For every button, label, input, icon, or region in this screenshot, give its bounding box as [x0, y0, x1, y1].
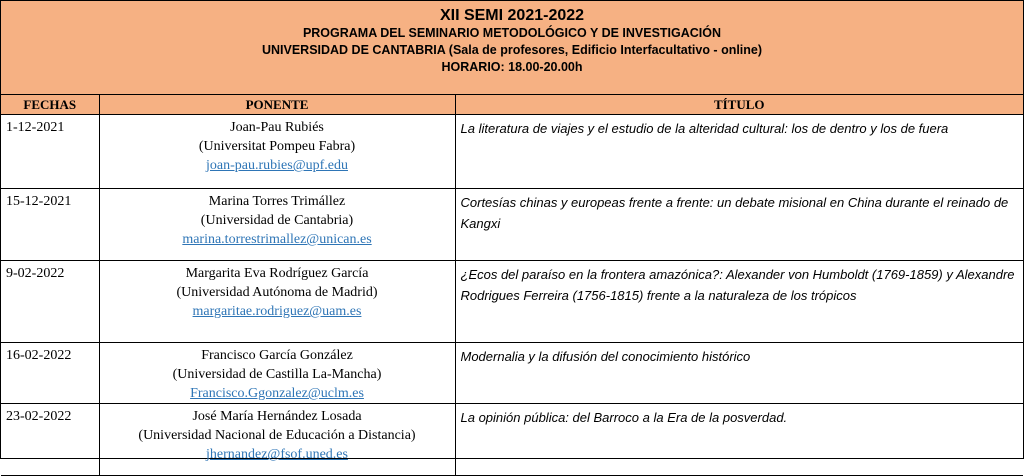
speaker-affiliation: (Universitat Pompeu Fabra)	[198, 139, 356, 154]
column-header-speaker: PONENTE	[99, 95, 455, 115]
speaker-name: Joan-Pau Rubiés	[230, 120, 324, 135]
speaker-name: Margarita Eva Rodríguez García	[185, 266, 369, 281]
session-date: 1-12-2021	[1, 115, 99, 189]
session-speaker	[99, 261, 455, 343]
table-header-row	[1, 95, 1023, 115]
session-title: ¿Ecos del paraíso en la frontera amazónica?: Alexander von Humboldt (1769-1859) y Alexandre Rodrigues Ferreira (1756-1815) frente a la naturaleza de los trópicos	[455, 261, 1023, 343]
speaker-email-link[interactable]: marina.torrestrimallez@unican.es	[182, 232, 372, 247]
table-row	[1, 343, 1023, 404]
session-date: 15-12-2021	[1, 189, 99, 261]
program-venue: UNIVERSIDAD DE CANTABRIA (Sala de profesores, Edificio Interfacultativo - online)	[261, 43, 763, 57]
session-speaker	[99, 343, 455, 404]
program-header	[1, 1, 1023, 95]
session-title: La literatura de viajes y el estudio de la alteridad cultural: los de dentro y los de fuera	[455, 115, 1023, 189]
table-row	[1, 189, 1023, 261]
speaker-affiliation: (Universidad Autónoma de Madrid)	[176, 285, 378, 300]
program-table	[1, 95, 1023, 476]
session-date: 9-02-2022	[1, 261, 99, 343]
session-speaker	[99, 189, 455, 261]
speaker-email-link[interactable]: jhernandez@fsof.uned.es	[206, 447, 348, 462]
speaker-email-link[interactable]: joan-pau.rubies@upf.edu	[206, 158, 348, 173]
table-row	[1, 115, 1023, 189]
speaker-affiliation: (Universidad de Castilla La-Mancha)	[172, 367, 382, 382]
program-title: XII SEMI 2021-2022	[439, 7, 585, 24]
session-speaker	[99, 404, 455, 476]
speaker-email-link[interactable]: Francisco.Ggonzalez@uclm.es	[190, 386, 364, 401]
table-row	[1, 261, 1023, 343]
speaker-affiliation: (Universidad de Cantabria)	[200, 213, 354, 228]
session-title: Cortesías chinas y europeas frente a frente: un debate misional en China durante el reinado de Kangxi	[455, 189, 1023, 261]
session-title: Modernalia y la difusión del conocimiento histórico	[455, 343, 1023, 404]
table-row	[1, 404, 1023, 476]
speaker-name: Francisco García González	[201, 348, 353, 363]
speaker-email-link[interactable]: margaritae.rodriguez@uam.es	[192, 304, 362, 319]
session-date: 16-02-2022	[1, 343, 99, 404]
speaker-name: José María Hernández Losada	[192, 409, 362, 424]
program-subtitle: PROGRAMA DEL SEMINARIO METODOLÓGICO Y DE INVESTIGACIÓN	[302, 26, 722, 40]
session-date: 23-02-2022	[1, 404, 99, 476]
program-schedule: HORARIO: 18.00-20.00h	[441, 60, 583, 74]
column-header-title: TÍTULO	[455, 95, 1023, 115]
speaker-name: Marina Torres Trimállez	[208, 194, 346, 209]
session-speaker	[99, 115, 455, 189]
speaker-affiliation: (Universidad Nacional de Educación a Distancia)	[138, 428, 416, 443]
column-header-date: FECHAS	[1, 95, 99, 115]
session-title: La opinión pública: del Barroco a la Era de la posverdad.	[455, 404, 1023, 476]
